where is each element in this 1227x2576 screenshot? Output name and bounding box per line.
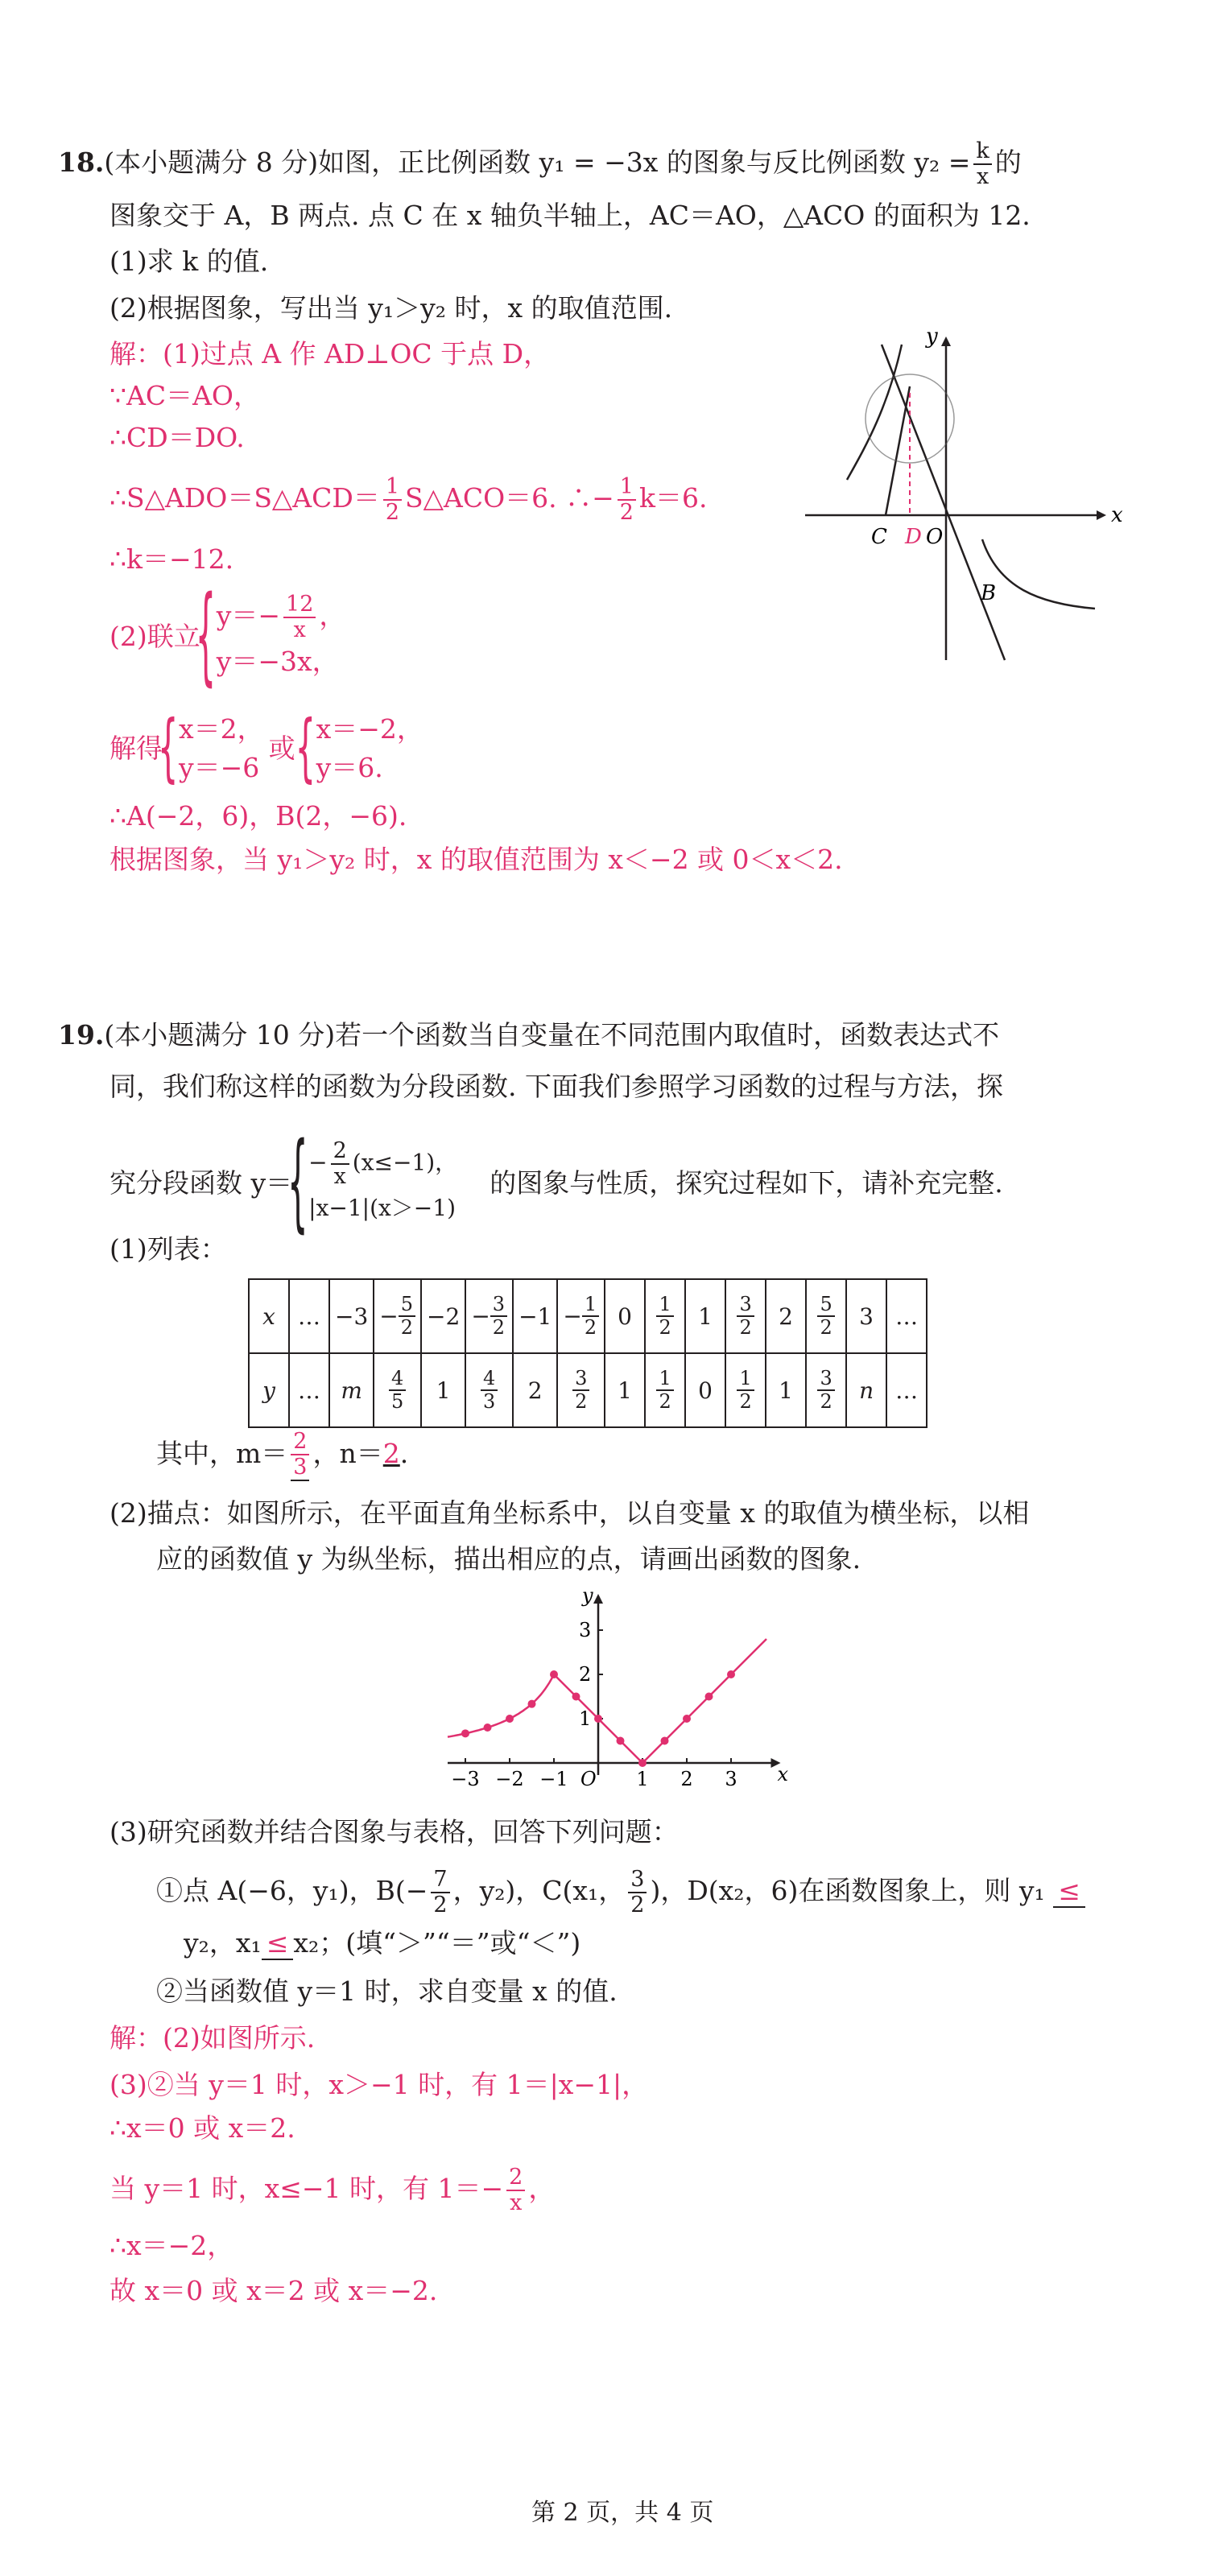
q19-answer-blank-2: ≤: [262, 1927, 294, 1960]
q18-k-over-x: $\frac{k}{x}$: [973, 139, 991, 189]
table-cell: …: [886, 1353, 927, 1427]
table-cell: 2: [513, 1353, 557, 1427]
table-cell: $\frac{3}{2}$: [557, 1353, 605, 1427]
table-cell: $\frac{1}{2}$: [645, 1279, 685, 1353]
q18-number: 18.: [58, 147, 105, 178]
q19-part1: (1)列表：: [109, 1233, 227, 1265]
q18-sol-solution: 解得 { x＝2， y＝−6 或 { x＝−2， y＝6.: [109, 710, 423, 787]
table-cell: x: [249, 1279, 289, 1353]
q18-sol-line5: ∴k＝−12.: [109, 543, 234, 575]
graph-curve-left: [448, 1674, 554, 1737]
x-tick-label: 1: [636, 1768, 649, 1790]
q18-label-b: B: [981, 581, 997, 605]
q18-sol-line2: ∵AC＝AO，: [109, 380, 260, 411]
table-cell: $\frac{4}{5}$: [374, 1353, 421, 1427]
graph-point: [461, 1729, 469, 1737]
table-cell: − $\frac{3}{2}$: [465, 1279, 513, 1353]
origin-label: O: [580, 1768, 597, 1790]
q19-stem-line3: 究分段函数 y＝ { − $\frac{2}{x}$ (x≤−1)， |x−1|(x＞−1) 的图象与性质，探究过程如下，请补充完整.: [109, 1139, 1003, 1228]
q19-sol-line5: ∴x＝−2，: [109, 2230, 234, 2261]
q18-x-arrow: [1097, 510, 1106, 520]
x-tick-label: −1: [539, 1768, 568, 1790]
q19-stem-line1: 19.(本小题满分 10 分)若一个函数当自变量在不同范围内取值时，函数表达式不: [58, 1019, 1000, 1051]
q19-sol-line4: 当 y＝1 时，x≤−1 时，有 1＝− $\frac{2}{x}$ ，: [109, 2165, 556, 2215]
q18-part1: (1)求 k 的值.: [109, 246, 269, 277]
table-cell: $\frac{4}{3}$: [465, 1353, 513, 1427]
table-cell: $\frac{1}{2}$: [645, 1353, 685, 1427]
q19-answer-blank-1: ≤: [1053, 1875, 1085, 1908]
x-tick-label: −3: [451, 1768, 480, 1790]
q18-sol-line1: 解：(1)过点 A 作 AD⊥OC 于点 D，: [109, 338, 551, 369]
table-cell: $\frac{1}{2}$: [725, 1353, 766, 1427]
q18-label-c: C: [871, 525, 887, 549]
page-footer: 第 2 页，共 4 页: [531, 2499, 714, 2527]
table-cell: 1: [421, 1353, 465, 1427]
graph-point: [572, 1693, 580, 1701]
x-tick-label: 2: [680, 1768, 693, 1790]
table-cell: m: [329, 1353, 374, 1427]
q19-sol-line2: (3)②当 y＝1 时，x＞−1 时，有 1＝|x−1|，: [109, 2069, 649, 2100]
table-row: [249, 1353, 927, 1427]
graph-point: [506, 1715, 514, 1723]
q18-sol-system: (2)联立 { y＝− $\frac{12}{x}$ ， y＝−3x，: [109, 592, 345, 681]
graph-point: [594, 1715, 602, 1723]
table-cell: 3: [846, 1279, 886, 1353]
q18-segment-ac: [886, 386, 910, 515]
x-axis-label: x: [777, 1763, 789, 1785]
graph-point: [683, 1715, 691, 1723]
q19-graph: [435, 1586, 837, 1795]
graph-point: [528, 1700, 536, 1708]
x-tick-label: −2: [495, 1768, 524, 1790]
q19-score: (本小题满分 10 分): [104, 1019, 336, 1051]
q19-q3-line2: y₂，x₁ ≤ x₂；(填“＞”“＝”或“＜”): [184, 1927, 581, 1959]
q18-stem-line2: 图象交于 A，B 两点. 点 C 在 x 轴负半轴上，AC＝AO，△ACO 的面积为 12.: [109, 200, 1031, 231]
table-cell: 2: [766, 1279, 806, 1353]
table-cell: …: [289, 1279, 329, 1353]
q19-number: 19.: [58, 1019, 105, 1051]
table-cell: …: [886, 1279, 927, 1353]
q18-y-arrow: [941, 336, 951, 346]
y-axis-label: y: [582, 1586, 593, 1607]
q18-stem-line1: 18.(本小题满分 8 分)如图，正比例函数 y₁ = −3x 的图象与反比例函数 y₂ = $\frac{k}{x}$ 的: [58, 138, 1022, 189]
q18-sol-line4: ∴S△ADO＝S△ACD＝ $\frac{1}{2}$ S△ACO＝6. ∴− $\frac{1}{2}$ k＝6.: [109, 474, 708, 525]
y-tick-label: 2: [579, 1663, 592, 1686]
table-cell: 1: [766, 1353, 806, 1427]
table-cell: $\frac{3}{2}$: [725, 1279, 766, 1353]
q18-sol-line8: ∴A(−2，6)，B(2，−6).: [109, 800, 407, 832]
y-tick-label: 1: [579, 1707, 592, 1730]
q19-sol-line3: ∴x＝0 或 x＝2.: [109, 2112, 295, 2144]
q18-stem-text: 如图，正比例函数 y₁ = −3x 的图象与反比例函数 y₂ =: [318, 147, 971, 178]
q18-sol-line3: ∴CD＝DO.: [109, 422, 245, 453]
table-cell: −3: [329, 1279, 374, 1353]
graph-point: [617, 1737, 625, 1745]
q19-q3-line1: ①点 A(−6，y₁)，B(− $\frac{7}{2}$ ，y₂)，C(x₁， $\frac{3}{2}$ )，D(x₂，6)在函数图象上，则 y₁ ≤: [156, 1868, 1085, 1918]
q18-label-o: O: [926, 525, 944, 549]
q19-part2-line2: 应的函数值 y 为纵坐标，描出相应的点，请画出函数的图象.: [156, 1543, 861, 1575]
table-cell: $\frac{3}{2}$: [806, 1353, 846, 1427]
q18-sol-line9: 根据图象，当 y₁＞y₂ 时，x 的取值范围为 x＜−2 或 0＜x＜2.: [109, 844, 843, 875]
q18-y-label: y: [926, 324, 938, 349]
table-cell: n: [846, 1353, 886, 1427]
table-cell: 1: [605, 1353, 645, 1427]
q18-score: (本小题满分 8 分): [104, 147, 319, 178]
q19-part2-line1: (2)描点：如图所示，在平面直角坐标系中，以自变量 x 的取值为横坐标，以相: [109, 1497, 1030, 1529]
q18-label-d: D: [905, 525, 922, 549]
graph-point: [638, 1759, 647, 1767]
q19-fill-line: 其中，m＝ $\frac{2}{3}$ ，n＝2.: [156, 1429, 409, 1480]
q19-stem-line2: 同，我们称这样的函数为分段函数. 下面我们参照学习函数的过程与方法，探: [109, 1071, 1003, 1102]
table-cell: 1: [685, 1279, 725, 1353]
table-cell: −2: [421, 1279, 465, 1353]
q18-line-y1: [882, 345, 1005, 660]
y-axis-arrow: [593, 1594, 603, 1604]
q18-part2: (2)根据图象，写出当 y₁＞y₂ 时，x 的取值范围.: [109, 292, 673, 324]
graph-point: [727, 1670, 735, 1678]
table-cell: …: [289, 1353, 329, 1427]
q19-q3-line3: ②当函数值 y＝1 时，求自变量 x 的值.: [156, 1975, 618, 2007]
y-tick-label: 3: [579, 1619, 592, 1641]
table-cell: −1: [513, 1279, 557, 1353]
q19-sol-line6: 故 x＝0 或 x＝2 或 x＝−2.: [109, 2275, 438, 2306]
graph-point: [550, 1670, 558, 1678]
q18-hyperbola-right: [982, 539, 1095, 609]
q19-sol-line1: 解：(2)如图所示.: [109, 2022, 316, 2054]
table-cell: − $\frac{5}{2}$: [374, 1279, 421, 1353]
q18-x-label: x: [1111, 503, 1123, 527]
q19-part3: (3)研究函数并结合图象与表格，回答下列问题：: [109, 1816, 679, 1847]
table-cell: − $\frac{1}{2}$: [557, 1279, 605, 1353]
table-cell: 0: [685, 1353, 725, 1427]
graph-point: [661, 1737, 669, 1745]
x-tick-label: 3: [725, 1768, 737, 1790]
graph-point: [484, 1724, 492, 1732]
table-row: [249, 1279, 927, 1353]
table-cell: $\frac{5}{2}$: [806, 1279, 846, 1353]
table-cell: y: [249, 1353, 289, 1427]
q18-figure: [797, 322, 1135, 676]
q19-value-table: [248, 1278, 927, 1428]
table-cell: 0: [605, 1279, 645, 1353]
graph-point: [705, 1693, 713, 1701]
graph-curve-right: [554, 1639, 766, 1763]
